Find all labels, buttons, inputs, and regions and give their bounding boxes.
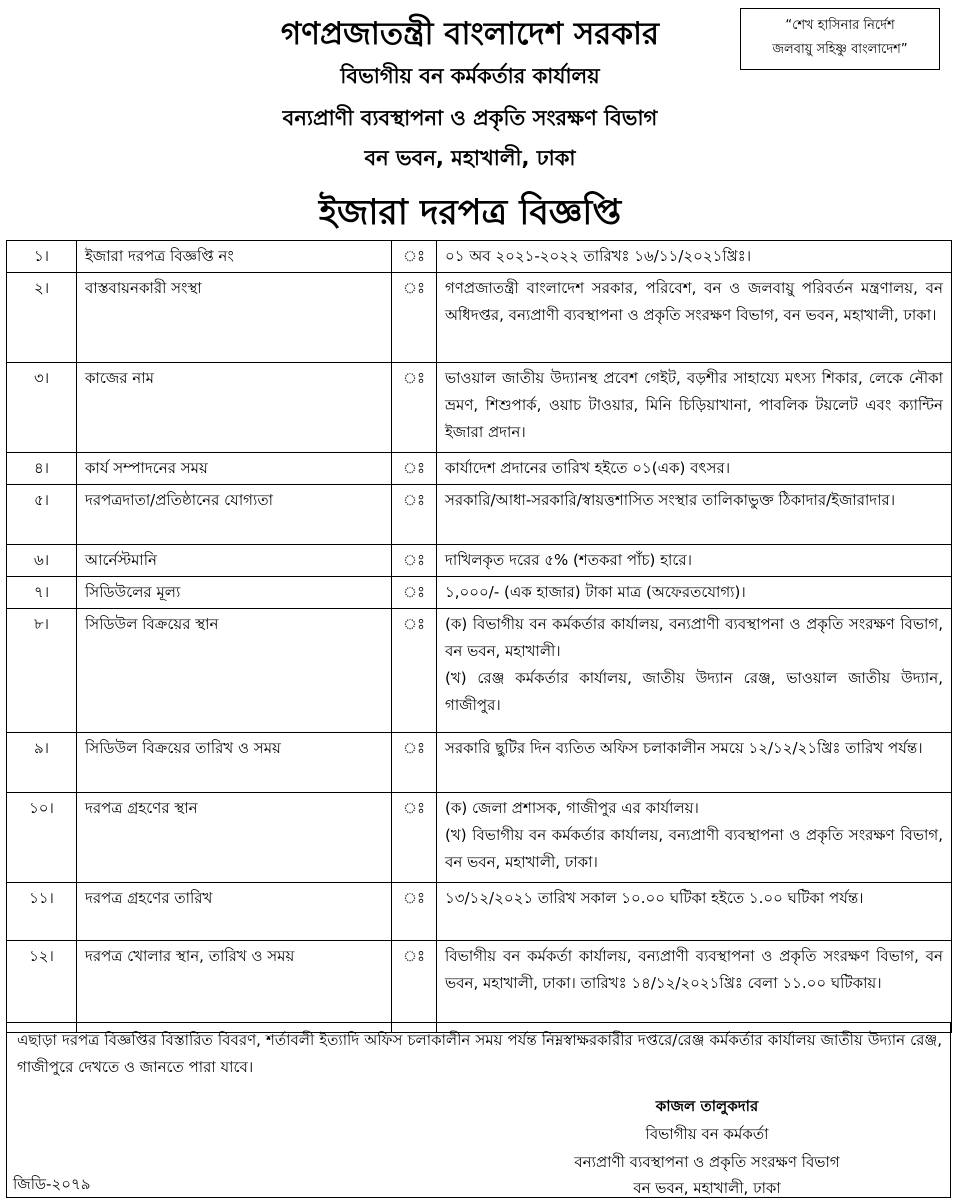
row-label: সিডিউল বিক্রয়ের তারিখ ও সময় [77,733,392,793]
row-label: দরপত্র গ্রহণের তারিখ [77,883,392,941]
row-number: ৪। [7,453,77,485]
row-number: ১১। [7,883,77,941]
row-colon: ঃ [392,941,437,1033]
row-value: গণপ্রজাতন্ত্রী বাংলাদেশ সরকার, পরিবেশ, বন ও জলবায়ু পরিবর্তন মন্ত্রণালয়, বন অধিদপ্তর, বন্যপ্রাণী ব্যবস্থাপনা ও প্রকৃতি সংরক্ষণ বিভাগ, বন ভবন, মহাখালী, ঢাকা। [437,273,952,363]
row-value: ভাওয়াল জাতীয় উদ্যানস্থ প্রবেশ গেইট, বড়শীর সাহায্যে মৎস্য শিকার, লেকে নৌকা ভ্রমণ, শিশুপার্ক, ওয়াচ টাওয়ার, মিনি চিড়িয়াখানা, পাবলিক টয়লেট এবং ক্যান্টিন ইজারা প্রদান। [437,363,952,453]
table-row [7,941,952,1033]
signatory-title: বিভাগীয় বন কর্মকর্তা [645,1125,769,1143]
row-colon: ঃ [392,485,437,545]
slogan-line-1: “শেখ হাসিনার নির্দেশ [785,18,895,33]
row-label: দরপত্র গ্রহণের স্থান [77,793,392,883]
row-colon: ঃ [392,545,437,577]
tender-details-table [6,240,952,1033]
row-value: বিভাগীয় বন কর্মকর্তা কার্যালয়, বন্যপ্রাণী ব্যবস্থাপনা ও প্রকৃতি সংরক্ষণ বিভাগ, বন ভবন, মহাখালী, ঢাকা। তারিখঃ ১৪/১২/২০২১খ্রিঃ বেলা ১১.০০ ঘটিকায়। [437,941,952,1033]
row-value-part-b: (খ) রেঞ্জ কর্মকর্তার কার্যালয়, জাতীয় উদ্যান রেঞ্জ, ভাওয়াল জাতীয় উদ্যান, গাজীপুর। [445,669,943,714]
row-label: কার্য সম্পাদনের সময় [77,453,392,485]
signatory-name: কাজল তালুকদার [655,1097,759,1115]
row-colon: ঃ [392,793,437,883]
division-name: বন্যপ্রাণী ব্যবস্থাপনা ও প্রকৃতি সংরক্ষণ বিভাগ [282,106,658,130]
table-row [7,241,952,273]
notice-footer [6,1022,951,1198]
table-row [7,273,952,363]
row-value: সরকারি/আধা-সরকারি/স্বায়ত্তশাসিত সংস্থার তালিকাভুক্ত ঠিকাদার/ইজারাদার। [437,485,952,545]
table-row [7,577,952,609]
row-number: ৩। [7,363,77,453]
table-row [7,545,952,577]
row-number: ৬। [7,545,77,577]
row-colon: ঃ [392,609,437,733]
row-value-part-a: (ক) বিভাগীয় বন কর্মকর্তার কার্যালয়, বন্যপ্রাণী ব্যবস্থাপনা ও প্রকৃতি সংরক্ষণ বিভাগ, বন ভবন, মহাখালী। [445,615,943,660]
row-value: ১,০০০/- (এক হাজার) টাকা মাত্র (অফেরতযোগ্য)। [437,577,952,609]
slogan-line-2: জলবায়ু সহিষ্ণু বাংলাদেশ” [772,42,908,57]
row-colon: ঃ [392,453,437,485]
row-label: সিডিউল বিক্রয়ের স্থান [77,609,392,733]
office-name: বিভাগীয় বন কর্মকর্তার কার্যালয় [340,64,600,88]
row-value-part-b: (খ) বিভাগীয় বন কর্মকর্তার কার্যালয়, বন্যপ্রাণী ব্যবস্থাপনা ও প্রকৃতি সংরক্ষণ বিভাগ, বন ভবন, মহাখালী, ঢাকা। [445,826,943,871]
row-label: আর্নেস্টমানি [77,545,392,577]
table-row [7,883,952,941]
table-row [7,485,952,545]
signatory-division: বন্যপ্রাণী ব্যবস্থাপনা ও প্রকৃতি সংরক্ষণ বিভাগ [574,1153,840,1171]
row-number: ২। [7,273,77,363]
row-number: ৯। [7,733,77,793]
row-value: সরকারি ছুটির দিন ব্যতিত অফিস চলাকালীন সময়ে ১২/১২/২১খ্রিঃ তারিখ পর্যন্ত। [437,733,952,793]
reference-code: জিডি-২০৭৯ [13,1175,91,1193]
government-title: গণপ্রজাতন্ত্রী বাংলাদেশ সরকার [280,16,660,52]
row-number: ১০। [7,793,77,883]
table-row [7,733,952,793]
row-colon: ঃ [392,577,437,609]
row-value [437,793,952,883]
row-number: ১২। [7,941,77,1033]
row-colon: ঃ [392,241,437,273]
row-label: ইজারা দরপত্র বিজ্ঞপ্তি নং [77,241,392,273]
notice-header [0,0,957,240]
table-row [7,793,952,883]
row-colon: ঃ [392,273,437,363]
row-colon: ঃ [392,883,437,941]
row-colon: ঃ [392,733,437,793]
row-number: ৫। [7,485,77,545]
row-label: বাস্তবায়নকারী সংস্থা [77,273,392,363]
row-label: দরপত্রদাতা/প্রতিষ্ঠানের যোগ্যতা [77,485,392,545]
table-row [7,609,952,733]
row-value: ০১ অব ২০২১-২০২২ তারিখঃ ১৬/১১/২০২১খ্রিঃ। [437,241,952,273]
row-label: কাজের নাম [77,363,392,453]
row-number: ৭। [7,577,77,609]
slogan-box [740,8,940,70]
row-value: দাখিলকৃত দরের ৫% (শতকরা পাঁচ) হারে। [437,545,952,577]
row-value [437,609,952,733]
row-value: কার্যাদেশ প্রদানের তারিখ হইতে ০১(এক) বৎসর। [437,453,952,485]
row-colon: ঃ [392,363,437,453]
row-value-part-a: (ক) জেলা প্রশাসক, গাজীপুর এর কার্যালয়। [445,799,699,817]
office-address: বন ভবন, মহাখালী, ঢাকা [364,146,576,170]
row-number: ৮। [7,609,77,733]
notice-title: ইজারা দরপত্র বিজ্ঞপ্তি [318,193,622,233]
additional-info-text: এছাড়া দরপত্র বিজ্ঞপ্তির বিস্তারিত বিবরণ, শর্তাবলী ইত্যাদি অফিস চলাকালীন সময় পর্যন্ত নিম্নস্বাক্ষরকারীর দপ্তরে/রেঞ্জ কর্মকর্তার কার্যালয় জাতীয় উদ্যান রেঞ্জ, গাজীপুরে দেখতে ও জানতে পারা যাবে। [17,1031,942,1076]
row-value: ১৩/১২/২০২১ তারিখ সকাল ১০.০০ ঘটিকা হইতে ১.০০ ঘটিকা পর্যন্ত। [437,883,952,941]
table-row [7,363,952,453]
row-label: সিডিউলের মূল্য [77,577,392,609]
row-number: ১। [7,241,77,273]
table-row [7,453,952,485]
signatory-address: বন ভবন, মহাখালী, ঢাকা [633,1179,781,1197]
row-label: দরপত্র খোলার স্থান, তারিখ ও সময় [77,941,392,1033]
